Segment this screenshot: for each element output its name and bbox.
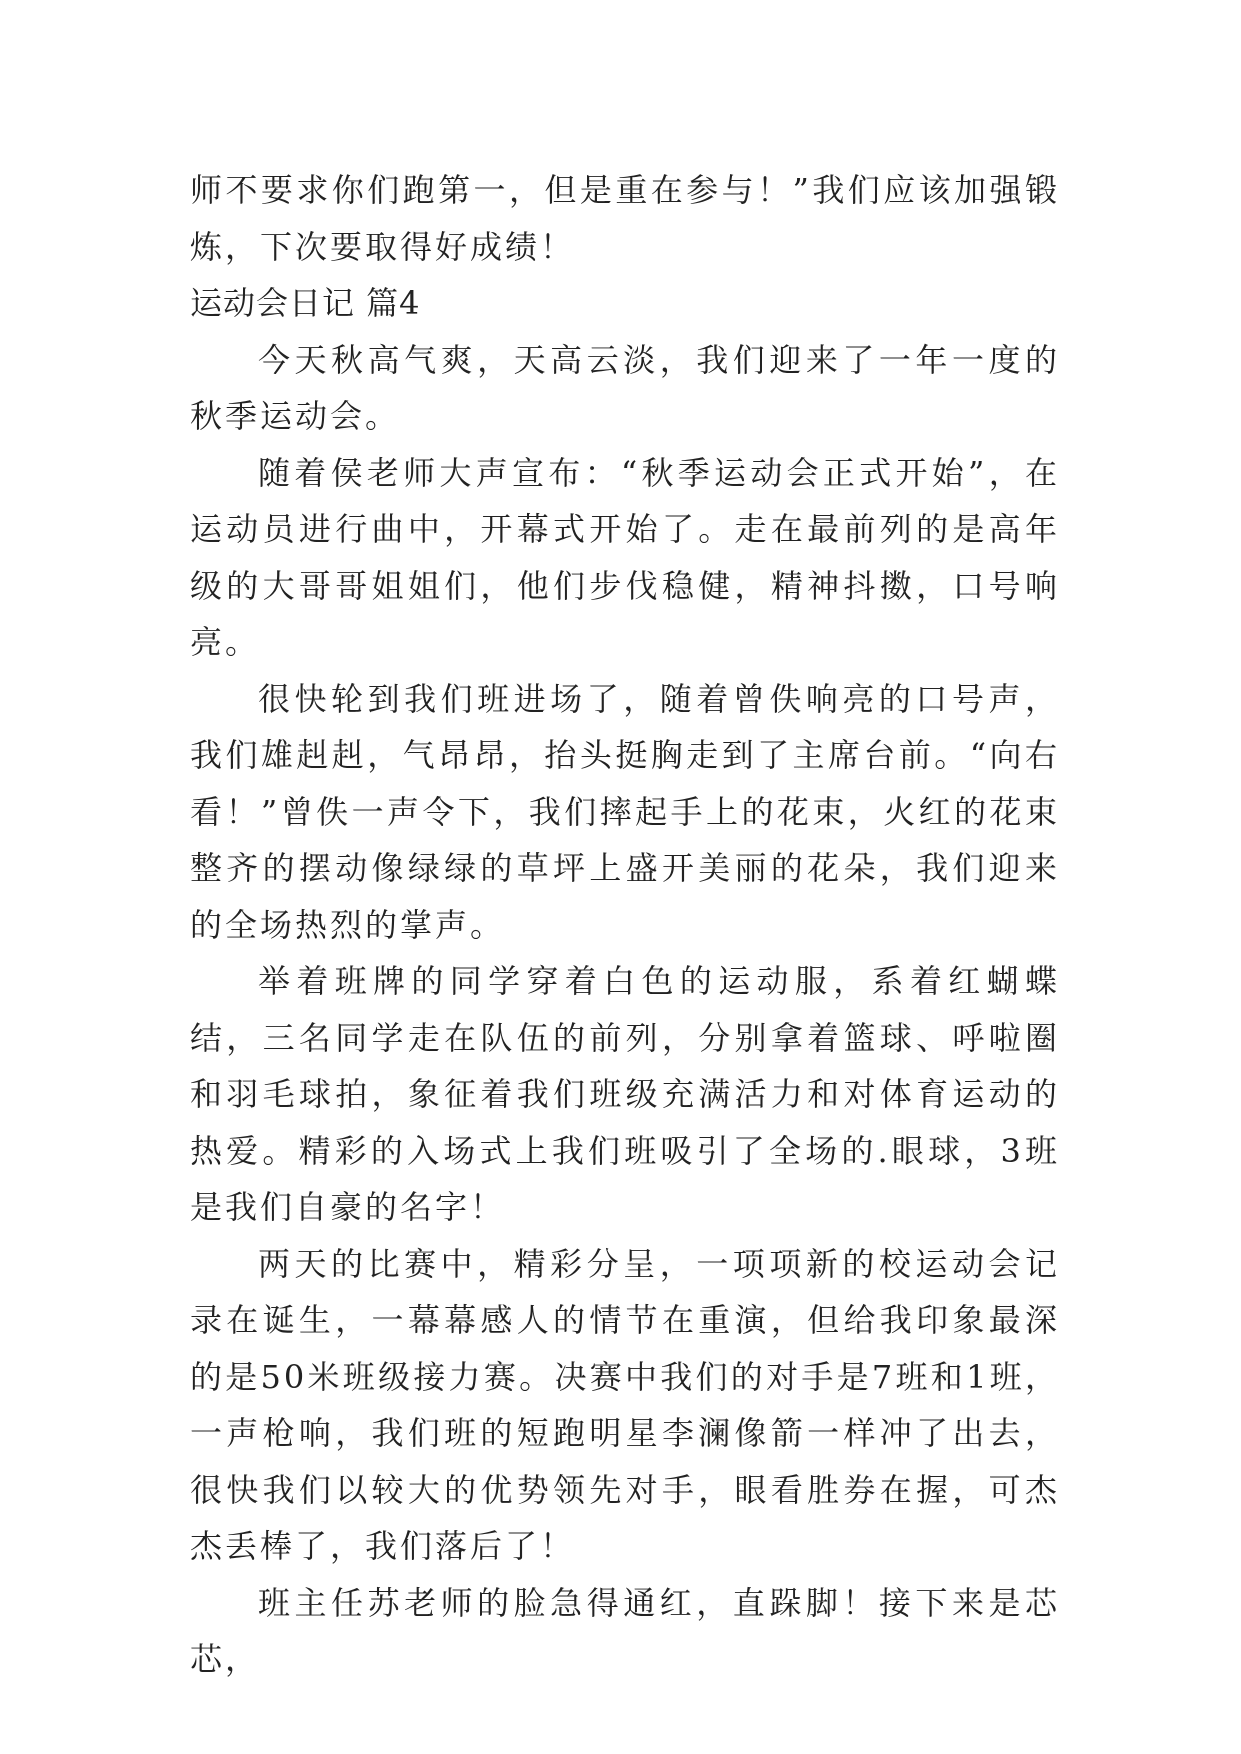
paragraph: 班主任苏老师的脸急得通红，直跺脚！接下来是芯芯， [190,1583,1060,1678]
paragraph: 随着侯老师大声宣布：“秋季运动会正式开始”，在运动员进行曲中，开幕式开始了。走在最前列的是高年级的大哥哥姐姐们，他们步伐稳健，精神抖擞，口号响亮。 [190,453,1060,661]
section-heading: 运动会日记 篇4 [190,284,421,322]
paragraph-continuation: 师不要求你们跑第一，但是重在参与！”我们应该加强锻炼，下次要取得好成绩！ [190,171,1060,266]
paragraph: 两天的比赛中，精彩分呈，一项项新的校运动会记录在诞生，一幕幕感人的情节在重演，但给我印象最深的是50米班级接力赛。决赛中我们的对手是7班和1班，一声枪响，我们班的短跑明星李澜像箭一样冲了出去，很快我们以较大的优势领先对手，眼看胜券在握，可杰杰丢棒了，我们落后了！ [190,1244,1060,1565]
document-body [190,162,1060,1688]
paragraph: 今天秋高气爽，天高云淡，我们迎来了一年一度的秋季运动会。 [190,340,1060,435]
paragraph: 很快轮到我们班进场了，随着曾佚响亮的口号声，我们雄赳赳，气昂昂，抬头挺胸走到了主席台前。“向右看！”曾佚一声令下，我们摔起手上的花束，火红的花束整齐的摆动像绿绿的草坪上盛开美丽的花朵，我们迎来的全场热烈的掌声。 [190,679,1060,944]
paragraph: 举着班牌的同学穿着白色的运动服，系着红蝴蝶结，三名同学走在队伍的前列，分别拿着篮球、呼啦圈和羽毛球拍，象征着我们班级充满活力和对体育运动的热爱。精彩的入场式上我们班吸引了全场的.眼球，3班是我们自豪的名字！ [190,962,1060,1226]
